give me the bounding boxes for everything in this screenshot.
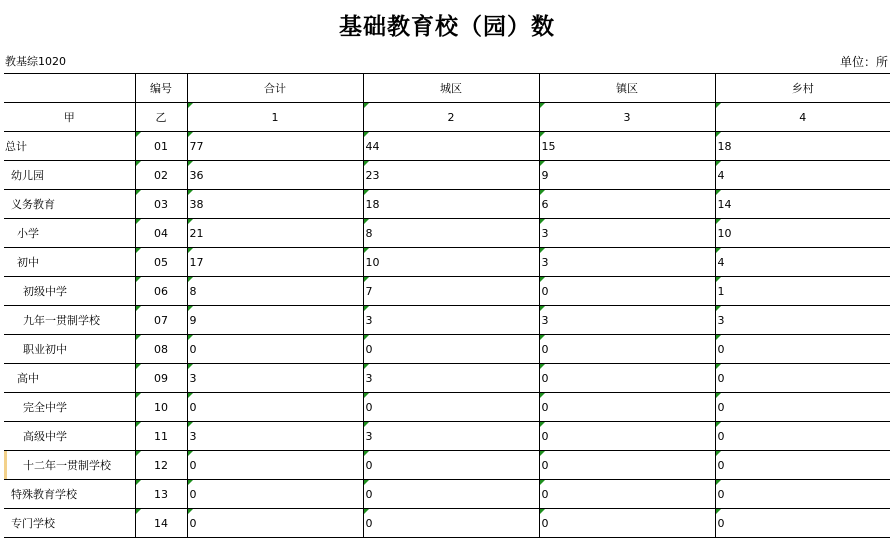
value-cell[interactable]: 0 xyxy=(363,509,539,538)
value-cell[interactable]: 0 xyxy=(187,509,363,538)
table-row xyxy=(4,335,890,364)
value-cell[interactable]: 8 xyxy=(187,277,363,306)
value-cell[interactable]: 1 xyxy=(715,277,890,306)
value-cell[interactable]: 0 xyxy=(715,509,890,538)
row-name: 完全中学 xyxy=(23,401,67,414)
value-cell[interactable]: 0 xyxy=(539,277,715,306)
row-code-cell[interactable]: 11 xyxy=(135,422,187,451)
row-code-cell[interactable]: 01 xyxy=(135,132,187,161)
value-cell[interactable]: 36 xyxy=(187,161,363,190)
table-row xyxy=(4,509,890,538)
header-index-cell[interactable]: 1 xyxy=(187,103,363,132)
value-cell[interactable]: 0 xyxy=(363,335,539,364)
value-cell[interactable]: 0 xyxy=(715,393,890,422)
value-cell[interactable]: 3 xyxy=(363,306,539,335)
row-code-cell[interactable]: 06 xyxy=(135,277,187,306)
header-cell-code[interactable]: 编号 xyxy=(135,74,187,103)
row-name-cell[interactable] xyxy=(4,306,135,335)
value-cell[interactable]: 44 xyxy=(363,132,539,161)
row-code-cell[interactable]: 13 xyxy=(135,480,187,509)
value-cell[interactable]: 9 xyxy=(187,306,363,335)
value-cell[interactable]: 3 xyxy=(187,422,363,451)
value-cell[interactable]: 7 xyxy=(363,277,539,306)
selection-marker xyxy=(4,451,7,479)
value-cell[interactable]: 3 xyxy=(363,422,539,451)
value-cell[interactable]: 4 xyxy=(715,248,890,277)
header-cell-total[interactable]: 合计 xyxy=(187,74,363,103)
value-cell[interactable]: 0 xyxy=(539,480,715,509)
value-cell[interactable]: 0 xyxy=(539,393,715,422)
row-name-cell[interactable] xyxy=(4,190,135,219)
row-name: 高中 xyxy=(17,372,39,385)
value-cell[interactable]: 0 xyxy=(363,480,539,509)
table-row xyxy=(4,132,890,161)
unit-label: 单位：所 xyxy=(839,55,888,69)
row-name: 幼儿园 xyxy=(11,169,44,182)
value-cell[interactable]: 0 xyxy=(187,451,363,480)
table-row xyxy=(4,219,890,248)
row-name: 总计 xyxy=(5,140,27,153)
value-cell[interactable]: 0 xyxy=(715,480,890,509)
value-cell[interactable]: 0 xyxy=(187,393,363,422)
value-cell[interactable]: 0 xyxy=(363,451,539,480)
header-index-cell[interactable]: 2 xyxy=(363,103,539,132)
value-cell[interactable]: 21 xyxy=(187,219,363,248)
value-cell[interactable]: 18 xyxy=(715,132,890,161)
value-cell[interactable]: 9 xyxy=(539,161,715,190)
table-row xyxy=(4,451,890,480)
statistics-table xyxy=(4,73,890,538)
header-index-cell[interactable]: 4 xyxy=(715,103,890,132)
header-cell-town[interactable]: 镇区 xyxy=(539,74,715,103)
table-row xyxy=(4,364,890,393)
value-cell[interactable]: 38 xyxy=(187,190,363,219)
row-name-cell[interactable] xyxy=(4,277,135,306)
row-name: 职业初中 xyxy=(23,343,67,356)
value-cell[interactable]: 3 xyxy=(539,219,715,248)
value-cell[interactable]: 3 xyxy=(187,364,363,393)
table-row xyxy=(4,393,890,422)
table-row xyxy=(4,248,890,277)
value-cell[interactable]: 14 xyxy=(715,190,890,219)
header-row-labels xyxy=(4,74,890,103)
value-cell[interactable]: 0 xyxy=(715,364,890,393)
value-cell[interactable]: 3 xyxy=(363,364,539,393)
row-name-cell[interactable] xyxy=(4,364,135,393)
row-name: 初中 xyxy=(17,256,39,269)
row-name: 特殊教育学校 xyxy=(11,488,77,501)
row-name: 专门学校 xyxy=(11,517,55,530)
value-cell[interactable]: 0 xyxy=(187,480,363,509)
table-row xyxy=(4,277,890,306)
value-cell[interactable]: 3 xyxy=(539,306,715,335)
row-code-cell[interactable]: 10 xyxy=(135,393,187,422)
value-cell[interactable]: 0 xyxy=(539,509,715,538)
row-code-cell[interactable]: 04 xyxy=(135,219,187,248)
value-cell[interactable]: 15 xyxy=(539,132,715,161)
form-code: 教基综1020 xyxy=(5,55,66,68)
value-cell[interactable]: 0 xyxy=(715,451,890,480)
value-cell[interactable]: 17 xyxy=(187,248,363,277)
row-name-cell[interactable] xyxy=(4,451,135,480)
row-name: 九年一贯制学校 xyxy=(23,314,100,327)
header-cell-urban[interactable]: 城区 xyxy=(363,74,539,103)
value-cell[interactable]: 10 xyxy=(715,219,890,248)
row-code-cell[interactable]: 05 xyxy=(135,248,187,277)
header-cell-rural[interactable]: 乡村 xyxy=(715,74,890,103)
row-name-cell[interactable] xyxy=(4,393,135,422)
value-cell[interactable]: 8 xyxy=(363,219,539,248)
report-title: 基础教育校（园）数 xyxy=(339,13,555,40)
row-name-cell[interactable] xyxy=(4,132,135,161)
row-name: 十二年一贯制学校 xyxy=(23,459,111,472)
table-row xyxy=(4,422,890,451)
value-cell[interactable]: 3 xyxy=(539,248,715,277)
row-code-cell[interactable]: 12 xyxy=(135,451,187,480)
row-name-cell[interactable] xyxy=(4,480,135,509)
value-cell[interactable]: 77 xyxy=(187,132,363,161)
row-code-cell[interactable]: 02 xyxy=(135,161,187,190)
row-name-cell[interactable] xyxy=(4,219,135,248)
value-cell[interactable]: 0 xyxy=(539,451,715,480)
row-name-cell[interactable] xyxy=(4,422,135,451)
table-row xyxy=(4,161,890,190)
value-cell[interactable]: 0 xyxy=(539,335,715,364)
row-name-cell[interactable] xyxy=(4,335,135,364)
value-cell[interactable]: 0 xyxy=(715,422,890,451)
value-cell[interactable]: 6 xyxy=(539,190,715,219)
row-code-cell[interactable]: 09 xyxy=(135,364,187,393)
row-name-cell[interactable] xyxy=(4,509,135,538)
table-row xyxy=(4,190,890,219)
header-index-cell[interactable]: 乙 xyxy=(135,103,187,132)
row-name-cell[interactable] xyxy=(4,161,135,190)
header-index-cell[interactable]: 甲 xyxy=(4,103,135,132)
value-cell[interactable]: 0 xyxy=(539,422,715,451)
header-row-index xyxy=(4,103,890,132)
value-cell[interactable]: 0 xyxy=(539,364,715,393)
row-code-cell[interactable]: 03 xyxy=(135,190,187,219)
row-name: 高级中学 xyxy=(23,430,67,443)
row-name: 小学 xyxy=(17,227,39,240)
value-cell[interactable]: 18 xyxy=(363,190,539,219)
value-cell[interactable]: 4 xyxy=(715,161,890,190)
row-name: 初级中学 xyxy=(23,285,67,298)
header-cell[interactable] xyxy=(4,74,135,103)
row-name-cell[interactable] xyxy=(4,248,135,277)
table-row xyxy=(4,306,890,335)
value-cell[interactable]: 0 xyxy=(715,335,890,364)
value-cell[interactable]: 23 xyxy=(363,161,539,190)
value-cell[interactable]: 0 xyxy=(363,393,539,422)
value-cell[interactable]: 10 xyxy=(363,248,539,277)
row-code-cell[interactable]: 08 xyxy=(135,335,187,364)
header-index-cell[interactable]: 3 xyxy=(539,103,715,132)
value-cell[interactable]: 3 xyxy=(715,306,890,335)
table-row xyxy=(4,480,890,509)
row-name: 义务教育 xyxy=(11,198,55,211)
row-code-cell[interactable]: 14 xyxy=(135,509,187,538)
row-code-cell[interactable]: 07 xyxy=(135,306,187,335)
value-cell[interactable]: 0 xyxy=(187,335,363,364)
